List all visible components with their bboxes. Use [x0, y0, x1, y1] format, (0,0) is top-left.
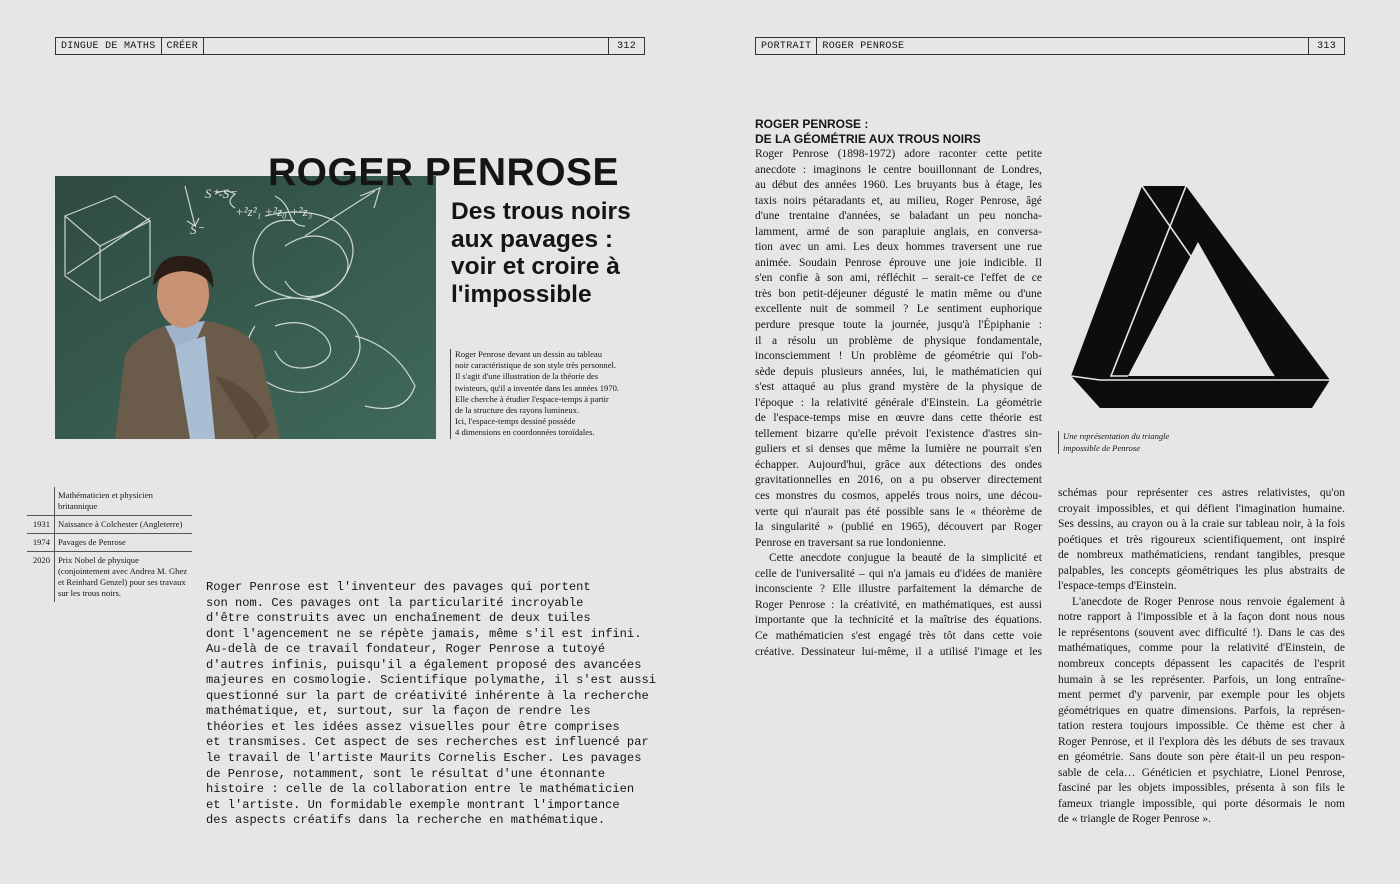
article-line: poétiques et très rigoureux scientifiquement, ont inspiré — [1058, 533, 1345, 546]
svg-text:+²z²₁ +²z₀ +²z₃: +²z²₁ +²z₀ +²z₃ — [235, 204, 313, 219]
header-spacer — [204, 38, 608, 54]
header-section: DINGUE DE MATHS — [56, 38, 162, 54]
article-heading — [755, 117, 981, 147]
caption-line: impossible de Penrose — [1063, 442, 1141, 453]
intro-line: son nom. Ces pavages ont la particularité incroyable — [206, 595, 584, 610]
article-line: celle de l'universalité – qui n'a jamais eu d'idées de manière — [755, 567, 1042, 580]
timeline-year: 2020 — [27, 552, 55, 602]
subtitle — [451, 198, 631, 308]
header-spacer — [909, 38, 1308, 54]
article-line: L'anecdote de Roger Penrose nous renvoie également à — [1072, 595, 1345, 608]
article-line: humain à se les représenter. Parfois, un long entraîne- — [1058, 673, 1345, 686]
header-chapter: CRÉER — [162, 38, 205, 54]
article-line: perdure presque toute la journée, jusqu'à l'Épiphanie : — [755, 319, 1042, 332]
page-number-right: 313 — [1308, 38, 1344, 54]
intro-paragraph — [206, 580, 656, 829]
running-header-right — [755, 37, 1345, 55]
article-line: animée. Soudain Penrose éprouve une joie indicible. Il — [755, 256, 1042, 269]
article-line: notre rapport à l'impossible et à la façon dont nous nous — [1058, 611, 1345, 624]
article-line: de nombreux mathématiciens, rendant tangibles, presque — [1058, 549, 1345, 562]
timeline-row — [27, 552, 192, 602]
heading-line: ROGER PENROSE : — [755, 117, 869, 131]
article-line: l'époque : la relativité générale d'Einstein. La géométrie — [755, 396, 1042, 409]
timeline-year: 1974 — [27, 534, 55, 551]
article-line: tion avec un ami. Les deux hommes traversent une rue — [755, 241, 1042, 254]
article-line: croyait impossibles, et qui défient l'imagination humaine. — [1058, 502, 1345, 515]
intro-line: et l'artiste. Un formidable exemple montrant l'importance — [206, 797, 620, 812]
article-line: de « triangle de Roger Penrose ». — [1058, 813, 1211, 826]
article-line: en géométrie. Sans doute son père était-il un peu respon- — [1058, 751, 1345, 764]
article-line: le représentons (souvent avec difficulté !). Dans le cas des — [1058, 626, 1345, 639]
svg-text:S⁺-S⁻: S⁺-S⁻ — [205, 186, 237, 201]
article-line: Roger Penrose, et il l'explora dès les débuts de ses travaux — [1058, 735, 1345, 748]
article-line: s'est attaqué au plus grand mystère de la physique de — [755, 381, 1042, 394]
article-line: tellement bizarre qu'elle prévoit l'existence d'astres sin- — [755, 427, 1042, 440]
article-line: au début des années 1960. Les bruyants bus à étage, les — [755, 179, 1042, 192]
article-line: très bon petit-déjeuner dégusté le matin même ou d'une — [755, 287, 1042, 300]
intro-line: et transmises. Cet aspect de ses recherches est influencé par — [206, 735, 649, 750]
article-line: sède depuis plusieurs années, lui, le mathématicien qui — [755, 365, 1042, 378]
article-line: ment permet d'y parvenir, par exemple pour les objets — [1058, 689, 1345, 702]
article-line: excellente nuit de sommeil ? Le sentiment euphorique — [755, 303, 1042, 316]
article-line: de l'espace-temps mise en œuvre dans cette théorie est — [755, 412, 1042, 425]
intro-line: le travail de l'artiste Maurits Cornelis Escher. Les pavages — [206, 751, 642, 766]
timeline-year — [27, 487, 55, 515]
timeline-row — [27, 487, 192, 516]
timeline-event: Pavages de Penrose — [58, 537, 126, 547]
article-line: l'espace-temps d'Einstein. — [1058, 580, 1177, 593]
article-line: tation restera toujours impossible. Ce thème est cher à — [1058, 720, 1345, 733]
article-line: Penrose en traversant sa rue londonienne. — [755, 536, 946, 549]
article-line: anecdote : imaginons le centre bouillonnant de Londres, — [755, 163, 1042, 176]
caption-line: Roger Penrose devant un dessin au tableau — [455, 349, 603, 359]
article-line: créative. Dessinateur lui-même, il a utilisé l'image et les — [755, 645, 1042, 658]
article-column-2 — [1058, 486, 1345, 828]
timeline-row — [27, 516, 192, 534]
intro-line: d'être construits avec un enchaînement de deux tuiles — [206, 611, 591, 626]
intro-line: des aspects créatifs dans la recherche en mathématique. — [206, 813, 606, 828]
timeline-row — [27, 534, 192, 552]
article-line: lamment, armé de son parapluie anglais, en conversa- — [755, 225, 1042, 238]
article-line: guliers et si denses que même la lumière ne pourrait s'en — [755, 443, 1042, 456]
intro-line: théories et les idées assez visuelles pour être comprises — [206, 719, 620, 734]
caption-line: Il s'agit d'une illustration de la théorie des — [455, 371, 599, 382]
subtitle-line: Des trous noirs — [451, 198, 631, 225]
caption-line: Elle cherche à étudier l'espace-temps à partir — [455, 393, 609, 404]
article-line: fasciné par les objets impossibles, présenta à son fils le — [1058, 782, 1345, 795]
intro-line: majeures en cosmologie. Scientifique polymathe, il s'est aussi — [206, 673, 656, 688]
caption-line: Ici, l'espace-temps dessiné possède — [455, 416, 576, 427]
header-section: PORTRAIT — [756, 38, 817, 54]
svg-text:S⁻: S⁻ — [190, 222, 204, 237]
article-line: inconsciemment ! Un problème de géométrie qui l'ob- — [755, 350, 1042, 363]
caption-line: 4 dimensions en coordonnées toroïdales. — [455, 427, 595, 438]
timeline-event: Mathématicien et physicien britannique — [58, 490, 153, 511]
article-line: géométriques en quatre dimensions. Parfois, la représen- — [1058, 704, 1345, 717]
intro-line: questionné sur la part de créativité inhérente à la recherche — [206, 688, 649, 703]
article-line: importante que la technicité et la maîtrise des équations. — [755, 614, 1042, 627]
photo-caption — [450, 349, 619, 439]
article-line: ces monstres du cosmos, appelés trous noirs, une décou- — [755, 490, 1042, 503]
article-line: Roger Penrose (1898-1972) adore raconter cette petite — [755, 148, 1042, 160]
caption-line: Une représentation du triangle — [1063, 431, 1170, 441]
intro-line: de Penrose, notamment, sont le résultat d'une étonnante — [206, 766, 606, 781]
timeline-event: Prix Nobel de physique (conjointement avec Andrea M. Ghez et Reinhard Genzel) pour ses travaux sur les trous noirs. — [58, 555, 188, 598]
running-header-left — [55, 37, 645, 55]
biography-timeline — [27, 487, 192, 602]
article-line: schémas pour représenter ces astres relativistes, qu'on — [1058, 487, 1345, 499]
subtitle-line: l'impossible — [451, 280, 592, 308]
caption-line: de la structure des rayons lumineux. — [455, 405, 580, 416]
page-title: ROGER PENROSE — [268, 151, 620, 194]
article-line: d'une trentaine d'années, se baladant un peu noncha- — [755, 210, 1042, 223]
article-line: fameux triangle impossible, qui porte désormais le nom — [1058, 797, 1345, 810]
article-line: sable de cela… Généticien et psychiatre, Lionel Penrose, — [1058, 766, 1345, 779]
figure-caption — [1058, 431, 1169, 454]
article-line: Ce mathématicien s'est engagé très tôt dans cette voie — [755, 629, 1042, 642]
article-line: inconsciente ? Elle illustre parfaitement la démarche de — [755, 583, 1042, 596]
article-column-1 — [755, 147, 1042, 660]
caption-line: twisteurs, qu'il a inventée dans les années 1970. — [455, 382, 620, 393]
article-line: palpables, les concepts géométriques les plus abstraits de — [1058, 564, 1345, 577]
article-line: nombreux concepts dépassent les capacités de l'esprit — [1058, 658, 1345, 671]
article-line: Ses dessins, au crayon ou à la craie sur tableau noir, à la fois — [1058, 518, 1345, 531]
page-number-left: 312 — [608, 38, 644, 54]
intro-line: Au-delà de ce travail fondateur, Roger Penrose a tutoyé — [206, 642, 606, 657]
article-line: Cette anecdote conjugue la beauté de la simplicité et — [769, 552, 1042, 565]
article-line: verte qui n'aurait pas été possible sans le « théorème de — [755, 505, 1042, 518]
article-line: échapper. Aujourd'hui, grâce aux détections des ondes — [755, 458, 1042, 471]
subtitle-line: aux pavages : — [451, 225, 614, 253]
subtitle-line: voir et croire à — [451, 253, 620, 280]
article-line: gravitationnelles en 2016, on a pu observer directement — [755, 474, 1042, 487]
header-chapter: ROGER PENROSE — [822, 40, 905, 52]
timeline-year: 1931 — [27, 516, 55, 533]
intro-line: Roger Penrose est l'inventeur des pavages qui portent — [206, 580, 591, 594]
intro-line: mathématique, et, surtout, sur la façon de rendre les — [206, 704, 591, 719]
article-line: Roger Penrose : la créativité, en mathématiques, est aussi — [755, 598, 1042, 611]
intro-line: d'autres infinis, puisqu'il a également proposé des avancées — [206, 657, 642, 672]
heading-line: DE LA GÉOMÉTRIE AUX TROUS NOIRS — [755, 132, 981, 146]
intro-line: histoire : celle de la collaboration entre le mathématicien — [206, 782, 635, 797]
timeline-event: Naissance à Colchester (Angleterre) — [58, 519, 183, 529]
article-line: taxis noirs pétaradants et, au milieu, Roger Penrose, âgé — [755, 194, 1042, 207]
penrose-triangle-icon — [1068, 180, 1332, 412]
article-line: il a résolu un problème de physique fondamentale, — [755, 334, 1042, 347]
chalkboard-photo — [55, 176, 436, 439]
caption-line: noir caractéristique de son style très personnel. — [455, 360, 617, 371]
article-line: la singularité » (publié en 1965), découvert par Roger — [755, 521, 1042, 534]
article-line: mathématiques, comme pour la relativité d'Einstein, de — [1058, 642, 1345, 655]
intro-line: dont l'agencement ne se répète jamais, même s'il est infini. — [206, 626, 642, 641]
article-line: s'en confie à son ami, réfléchit – serait-ce l'effet de ce — [755, 272, 1042, 285]
